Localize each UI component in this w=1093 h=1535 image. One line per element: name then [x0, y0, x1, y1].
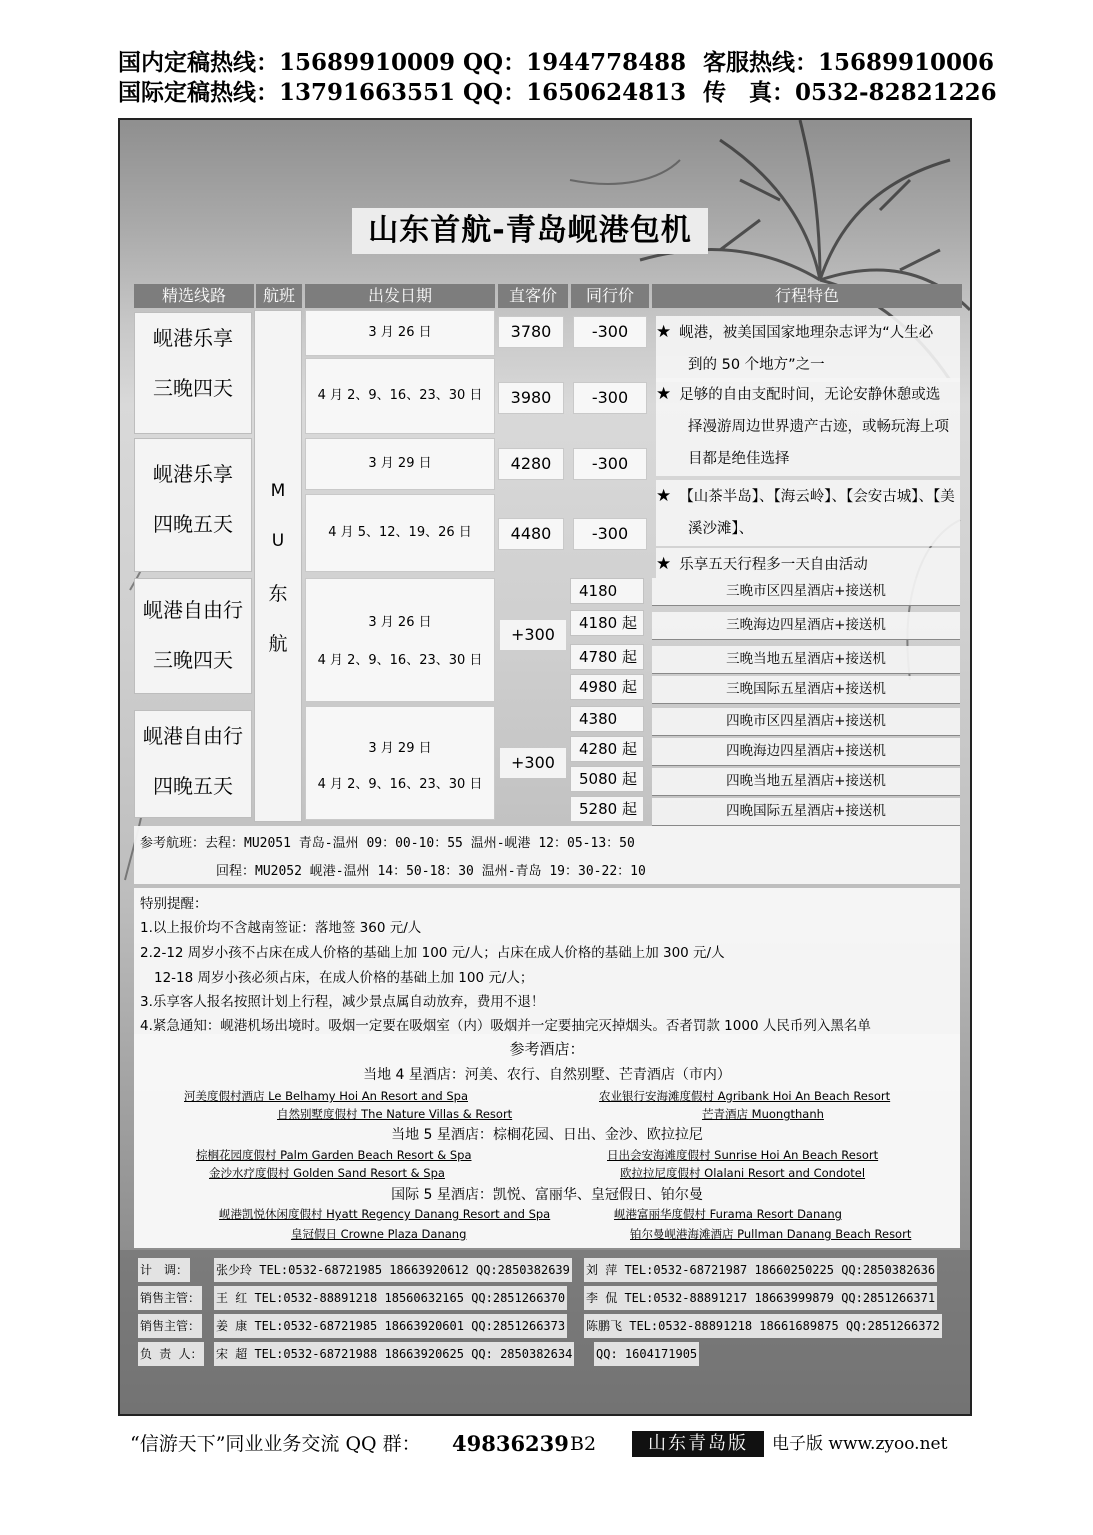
- star-icon: ★: [656, 322, 672, 342]
- package-desc: 四晚当地五星酒店+接送机: [652, 768, 960, 796]
- footer-digital[interactable]: 电子版 www.zyoo.net: [772, 1434, 948, 1454]
- header-flight: 航班: [256, 284, 302, 308]
- route-duration: 四晚五天: [153, 774, 233, 798]
- domestic-hotline: 国内定稿热线：15689910009: [118, 49, 456, 76]
- contact-role: 负 责 人：: [138, 1342, 204, 1366]
- contact-secondary: 陈鹏飞 TEL:0532-88891218 18661689875 QQ:2851266372: [584, 1314, 942, 1338]
- contact-role: 销售主管：: [138, 1314, 202, 1338]
- contact-primary: 姜 康 TEL:0532-68721985 18663920601 QQ:2851266373: [214, 1314, 567, 1338]
- airline-char: 航: [268, 633, 288, 655]
- package-desc: 三晚当地五星酒店+接送机: [652, 646, 960, 674]
- hotel-name: 金沙水疗度假村 Golden Sand Resort & Spa: [209, 1166, 445, 1180]
- hotel-category: 当地 5 星酒店：棕榈花园、日出、金沙、欧拉拉尼: [391, 1127, 703, 1143]
- return-flight: 回程：MU2052 岘港-温州 14：50-18：30 温州-青岛 19：30-22：10: [216, 864, 646, 879]
- direct-price: 4280: [498, 448, 564, 480]
- reference-hotels: [134, 1034, 960, 1248]
- package-price: 5080 起: [570, 766, 644, 792]
- contact-secondary: QQ: 1604171905: [594, 1342, 699, 1366]
- package-price: 4180: [570, 578, 644, 604]
- reference-flights: [134, 826, 960, 884]
- package-desc: 四晚国际五星酒店+接送机: [652, 798, 960, 826]
- direct-price: +300: [500, 748, 566, 778]
- route-cell: [134, 312, 252, 434]
- star-icon: ★: [656, 486, 672, 506]
- package-price: 5280 起: [570, 796, 644, 822]
- package-price: 4180 起: [570, 610, 644, 636]
- note-item: 1.以上报价均不含越南签证：落地签 360 元/人: [140, 920, 422, 936]
- note-item: 2.2-12 周岁小孩不占床在成人价格的基础上加 100 元/人；占床在成人价格的基础上加 300 元/人: [140, 945, 725, 961]
- footer-slogan: “信游天下”同业业务交流 QQ 群：: [130, 1433, 421, 1455]
- route-duration: 三晚四天: [153, 376, 233, 400]
- departure-date: 3 月 29 日: [368, 741, 432, 756]
- departure-date: 3 月 26 日: [305, 310, 495, 356]
- star-icon: ★: [656, 554, 672, 574]
- airline-cell: [254, 310, 302, 822]
- hotel-category: 当地 4 星酒店：河美、农行、自然别墅、芒青酒店（市内）: [363, 1067, 731, 1083]
- peer-price: -300: [573, 518, 647, 550]
- package-desc: 三晚国际五星酒店+接送机: [652, 676, 960, 704]
- hotel-category: 国际 5 星酒店：凯悦、富丽华、皇冠假日、铂尔曼: [391, 1187, 703, 1203]
- route-name: 岘港自由行: [143, 724, 243, 748]
- notes-title: 特别提醒：: [140, 896, 208, 912]
- fax-number: 传 真：0532-82821226: [703, 79, 997, 106]
- route-name: 岘港乐享: [153, 462, 233, 486]
- package-desc: 三晚市区四星酒店+接送机: [652, 578, 960, 606]
- route-duration: 四晚五天: [153, 512, 233, 536]
- peer-price: -300: [573, 316, 647, 348]
- intl-hotline: 国际定稿热线：13791663551: [118, 79, 456, 106]
- hotels-title: 参考酒店：: [509, 1040, 585, 1058]
- package-desc: 三晚海边四星酒店+接送机: [652, 612, 960, 640]
- hotel-name: 岘港凯悦休闲度假村 Hyatt Regency Danang Resort and Spa: [219, 1207, 551, 1221]
- peer-price: -300: [573, 448, 647, 480]
- hotel-name: 欧拉拉尼度假村 Olalani Resort and Condotel: [620, 1166, 866, 1180]
- contact-primary: 宋 超 TEL:0532-68721988 18663920625 QQ: 2850382634: [214, 1342, 574, 1366]
- departure-date: 4 月 2、9、16、23、30 日: [317, 777, 483, 792]
- contact-secondary: 李 侃 TEL:0532-88891217 18663999879 QQ:2851266371: [584, 1286, 937, 1310]
- direct-price: 4480: [498, 518, 564, 550]
- star-icon: ★: [656, 384, 672, 404]
- hotel-name: 日出会安海滩度假村 Sunrise Hoi An Beach Resort: [607, 1148, 879, 1162]
- footer-page: B2: [570, 1433, 597, 1455]
- hotel-name: 农业银行安海滩度假村 Agribank Hoi An Beach Resort: [599, 1089, 891, 1103]
- footer-edition: 山东青岛版: [632, 1431, 764, 1457]
- note-item: 3.乐享客人报名按照计划上行程，减少景点属自动放弃，费用不退！: [140, 994, 545, 1010]
- departure-date: 3 月 26 日: [368, 615, 432, 630]
- hotel-name: 皇冠假日 Crowne Plaza Danang: [291, 1227, 467, 1241]
- header-date: 出发日期: [305, 284, 495, 308]
- hotel-name: 铂尔曼岘港海滩酒店 Pullman Danang Beach Resort: [630, 1227, 912, 1241]
- page-title: 山东首航-青岛岘港包机: [352, 208, 708, 254]
- route-duration: 三晚四天: [153, 648, 233, 672]
- direct-price: +300: [500, 620, 566, 650]
- departure-date: 4 月 2、9、16、23、30 日: [305, 358, 495, 434]
- package-price: 4380: [570, 706, 644, 732]
- contact-secondary: 刘 萍 TEL:0532-68721987 18660250225 QQ:2850382636: [584, 1258, 937, 1282]
- airline-char: U: [271, 531, 285, 551]
- direct-price: 3780: [498, 316, 564, 348]
- route-name: 岘港乐享: [153, 326, 233, 350]
- package-price: 4980 起: [570, 674, 644, 700]
- hotel-name: 自然别墅度假村 The Nature Villas & Resort: [277, 1107, 513, 1121]
- note-item: 12-18 周岁小孩必须占床，在成人价格的基础上加 100 元/人；: [154, 970, 534, 986]
- package-price: 4280 起: [570, 736, 644, 762]
- departure-date: 4 月 2、9、16、23、30 日: [317, 653, 483, 668]
- route-name: 岘港自由行: [143, 598, 243, 622]
- route-cell: [134, 578, 252, 694]
- domestic-qq: QQ：1944778488: [463, 49, 687, 76]
- peer-price: -300: [573, 382, 647, 414]
- hotel-name: 芒青酒店 Muongthanh: [702, 1107, 824, 1121]
- route-cell: [134, 710, 252, 818]
- airline-char: 东: [268, 583, 288, 605]
- package-desc: 四晚市区四星酒店+接送机: [652, 708, 960, 736]
- departure-date: 4 月 5、12、19、26 日: [305, 494, 495, 572]
- header-peer-price: 同行价: [571, 284, 649, 308]
- note-item: 4.紧急通知：岘港机场出境时。吸烟一定要在吸烟室（内）吸烟并一定要抽完灭掉烟头。否者罚款 1000 人民币列入黑名单: [140, 1018, 871, 1034]
- header-direct-price: 直客价: [498, 284, 568, 308]
- departure-date-block: [305, 578, 495, 702]
- service-hotline: 客服热线：15689910006: [703, 49, 995, 76]
- contact-role: 计 调：: [138, 1258, 190, 1282]
- poster: [118, 118, 972, 1416]
- outbound-flight: 参考航班：去程：MU2051 青岛-温州 09：00-10：55 温州-岘港 12：05-13：50: [140, 836, 635, 851]
- feature-item: ★ 岘港，被美国国家地理杂志评为“人生必 到的 50 个地方”之一: [656, 316, 960, 382]
- contact-role: 销售主管：: [138, 1286, 202, 1310]
- footer-qq-group: 49836239: [452, 1431, 569, 1456]
- contact-primary: 王 红 TEL:0532-88891218 18560632165 QQ:2851266370: [214, 1286, 567, 1310]
- intl-qq: QQ：1650624813: [463, 79, 687, 106]
- hotel-name: 岘港富丽华度假村 Furama Resort Danang: [614, 1207, 842, 1221]
- feature-item: ★ 乐享五天行程多一天自由活动: [656, 548, 960, 578]
- footer: [130, 1430, 980, 1464]
- hotline-header: [118, 48, 997, 108]
- departure-date-block: [305, 706, 495, 820]
- special-notes: [134, 888, 960, 1034]
- contacts: [134, 1254, 960, 1370]
- header-features: 行程特色: [652, 284, 962, 308]
- package-desc: 四晚海边四星酒店+接送机: [652, 738, 960, 766]
- package-price: 4780 起: [570, 644, 644, 670]
- hotel-name: 棕榈花园度假村 Palm Garden Beach Resort & Spa: [196, 1148, 472, 1162]
- airline-char: M: [270, 481, 286, 501]
- departure-date: 3 月 29 日: [305, 438, 495, 490]
- feature-item: ★ 足够的自由支配时间，无论安静休憩或选 择漫游周边世界遗产古迹，或畅玩海上项 目都是绝佳选择: [656, 378, 960, 476]
- header-route: 精选线路: [134, 284, 254, 308]
- hotel-name: 河美度假村酒店 Le Belhamy Hoi An Resort and Spa: [184, 1089, 469, 1103]
- feature-item: ★ 【山茶半岛】、【海云岭】、【会安古城】、【美 溪沙滩】、: [656, 480, 960, 546]
- route-cell: [134, 438, 252, 572]
- contact-primary: 张少玲 TEL:0532-68721985 18663920612 QQ:2850382639: [214, 1258, 572, 1282]
- direct-price: 3980: [498, 382, 564, 414]
